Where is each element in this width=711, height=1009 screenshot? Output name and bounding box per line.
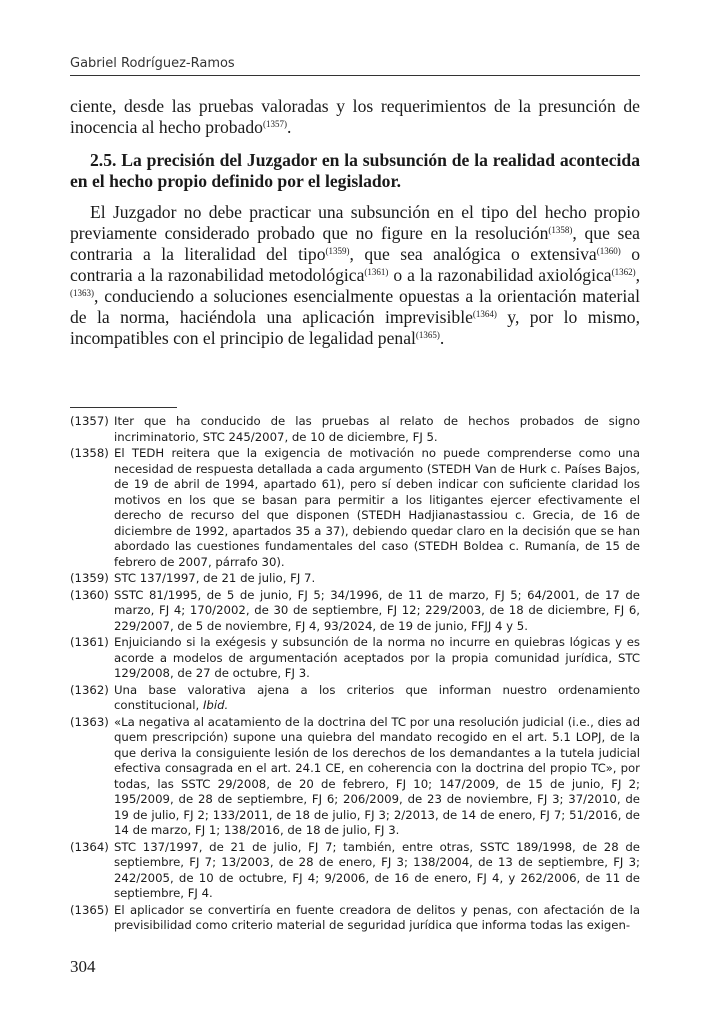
footnote-number: (1361) xyxy=(70,635,109,649)
footnote xyxy=(70,414,640,445)
footnote-number: (1360) xyxy=(70,587,109,602)
footnote xyxy=(70,683,640,714)
text-span: o a la razonabilidad axiológica xyxy=(388,265,612,285)
text-span: , xyxy=(635,265,640,285)
footnote-italic: Ibid. xyxy=(202,698,229,712)
footnote-text: STC 137/1997, de 21 de julio, FJ 7. xyxy=(114,571,316,585)
section-heading: 2.5. La precisión del Juzgador en la subsunción de la realidad acontecida en el hecho propio definido por el legislador. xyxy=(70,150,640,191)
header-rule xyxy=(70,75,640,76)
footnote xyxy=(70,840,640,902)
footnote xyxy=(70,446,640,570)
footnote-number: (1358) xyxy=(70,446,109,460)
text-span: El Juzgador no debe practicar una subsunción en el tipo del hecho propio previamente considerado probado que no figure en la resolución xyxy=(70,202,640,243)
footnote-text: Iter que ha conducido de las pruebas al relato de hechos probados de signo incriminatorio, STC 245/2007, de 10 de diciembre, FJ 5. xyxy=(114,414,640,444)
footnote-text: «La negativa al acatamiento de la doctrina del TC por una resolución judicial (i.e., dies ad quem prescripción) supone una quiebra del mandato recogido en el art. 5.1 LOPJ, de la que deriva la consiguiente lesión de los derechos de los demandantes a la tutela judicial efectiva consagrada en el art. 24.1 CE, en coherencia con la doctrina del propio TC», por todas, las SSTC 29/2008, de 20 de febrero, FJ 10; 147/2009, de 15 de junio, FJ 2; 195/2009, de 28 de septiembre, FJ 6; 206/2009, de 23 de noviembre, FJ 3; 37/2010, de 19 de julio, FJ 2; 133/2011, de 18 de julio, FJ 3; 2/2013, de 14 de enero, FJ 7; 51/2016, de 14 de marzo, FJ 1; 138/2016, de 18 de julio, FJ 3. xyxy=(114,714,640,837)
paragraph-1-text: ciente, desde las pruebas valoradas y los requerimientos de la presunción de inocencia al hecho probado xyxy=(70,96,640,137)
footnote-ref: (1357) xyxy=(262,119,287,129)
footnote-ref: (1364) xyxy=(472,309,497,319)
footnote-ref: (1360) xyxy=(596,246,621,256)
footnote-text xyxy=(114,683,640,714)
text-span: . xyxy=(439,328,445,348)
footnote xyxy=(70,903,640,934)
footnote xyxy=(70,635,640,682)
footnote-number: (1362) xyxy=(70,682,109,697)
paragraph-2 xyxy=(70,202,640,349)
text-span: , conduciendo a soluciones esencialmente opuestas a la orientación material de la norma, haciéndola una aplicación imprevisible xyxy=(70,286,640,327)
footnote-ref: (1359) xyxy=(325,246,350,256)
text-span: y, por lo mismo, incompatibles con el principio de legalidad penal xyxy=(70,307,640,348)
running-head: Gabriel Rodríguez-Ramos xyxy=(70,56,235,71)
footnote-text: El aplicador se convertiría en fuente creadora de delitos y penas, con afectación de la previsibilidad como criterio material de seguridad jurídica que informa todas las exigen- xyxy=(114,902,640,932)
footnote-ref: (1361) xyxy=(364,267,389,277)
text-span: , que sea contraria a la literalidad del tipo xyxy=(70,223,640,264)
footnote xyxy=(70,588,640,635)
footnote xyxy=(70,571,640,587)
footnote-ref: (1363) xyxy=(70,288,94,298)
footnote-text: Enjuiciando si la exégesis y subsunción de la norma no incurre en quiebras lógicas y es acorde a modelos de argumentación aceptados por la propia comunidad jurídica, STC 129/2008, de 27 de octubre, FJ 3. xyxy=(114,635,640,680)
footnote-ref: (1362) xyxy=(611,267,636,277)
footnote-rule xyxy=(70,407,177,408)
footnote-number: (1357) xyxy=(70,414,109,428)
footnote-text: STC 137/1997, de 21 de julio, FJ 7; también, entre otras, SSTC 189/1998, de 28 de septiembre, FJ 7; 13/2003, de 28 de enero, FJ 3; 138/2004, de 13 de septiembre, FJ 3; 242/2005, de 10 de octubre, FJ 4; 9/2006, de 16 de enero, FJ 4, y 262/2006, de 11 de septiembre, FJ 4. xyxy=(114,839,640,900)
page-number: 304 xyxy=(70,957,96,976)
footnotes xyxy=(70,414,640,935)
footnote-number: (1359) xyxy=(70,571,109,585)
footnote xyxy=(70,715,640,839)
paragraph-1 xyxy=(70,96,640,138)
footnote-text: SSTC 81/1995, de 5 de junio, FJ 5; 34/1996, de 11 de marzo, FJ 5; 64/2001, de 17 de marzo, FJ 4; 170/2002, de 30 de septiembre, FJ 12; 229/2003, de 18 de diciembre, FJ 6, 229/2007, de 5 de noviembre, FJ 4, 93/2024, de 19 de junio, FFJJ 4 y 5. xyxy=(114,587,640,633)
body-text xyxy=(70,96,640,349)
footnote-ref: (1365) xyxy=(415,330,440,340)
footnote-number: (1364) xyxy=(70,839,109,854)
footnote-text: El TEDH reitera que la exigencia de motivación no puede comprenderse como una necesidad de respuesta detallada a cada argumento (STEDH Van de Hurk c. Países Bajos, de 19 de abril de 1994, apartado 61), pero sí deben indicar con suficiente claridad los motivos en los que se basan para permitir a los litigantes ejercer efectivamente el derecho de recurso del que disponen (STEDH Hadjianastassiou c. Grecia, de 16 de diciembre de 1992, apartados 35 a 37), debiendo quedar claro en la decisión que se han abordado las cuestiones fundamentales del caso (STEDH Boldea c. Rumanía, de 15 de febrero de 2007, párrafo 30). xyxy=(114,446,640,569)
text-span: o contraria a la razonabilidad metodológica xyxy=(70,244,640,285)
footnote-number: (1365) xyxy=(70,902,109,917)
footnote-number: (1363) xyxy=(70,714,109,729)
footnote-text-main: Una base valorativa ajena a los criterios que informan nuestro ordenamiento constitucional, xyxy=(114,682,640,712)
footnote-ref: (1358) xyxy=(548,225,573,235)
paragraph-1-end: . xyxy=(286,117,292,137)
text-span: , que sea analógica o extensiva xyxy=(349,244,597,264)
